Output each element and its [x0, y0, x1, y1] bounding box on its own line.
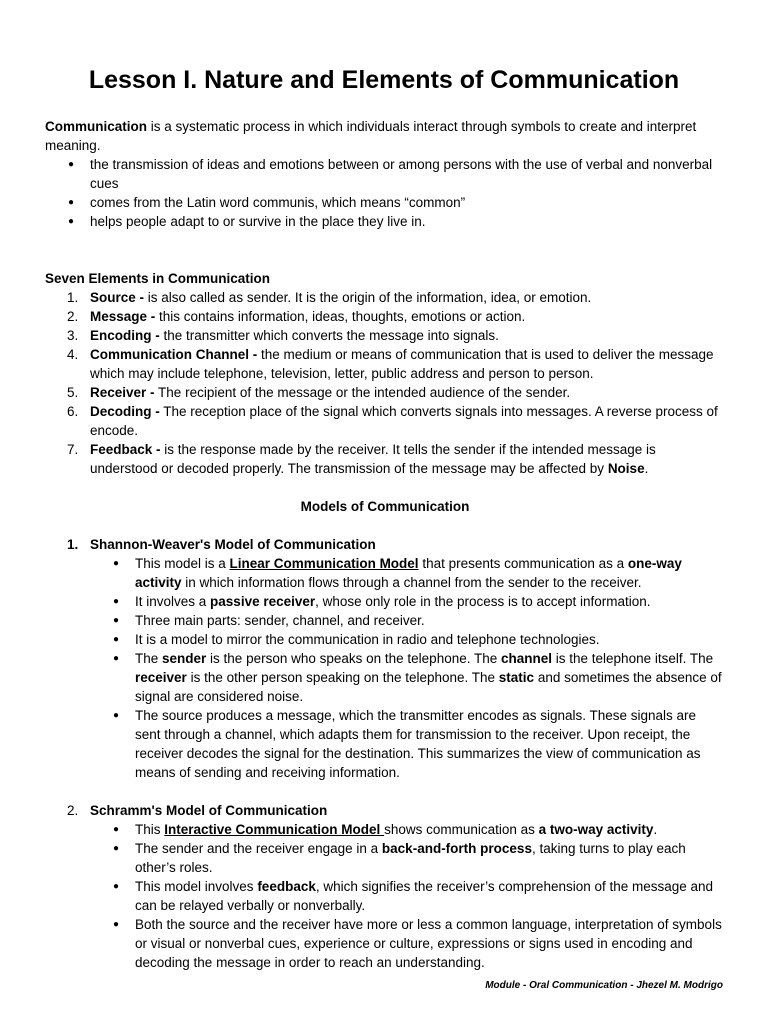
list-item — [67, 307, 725, 326]
linear-model-term: Linear Communication Model — [229, 556, 419, 571]
element-text: the transmitter which converts the message into signals. — [159, 328, 499, 343]
text: in which information flows through a channel from the sender to the receiver. — [181, 575, 642, 590]
text: , taking turns to play each other’s roles. — [135, 841, 686, 875]
bold-text: a two-way activity — [538, 822, 654, 837]
bold-text: receiver — [135, 670, 187, 685]
page-footer: Module - Oral Communication - Jhezel M. Modrigo — [485, 980, 723, 991]
model-title: Schramm's Model of Communication — [90, 803, 328, 818]
bold-text: one-way activity — [135, 556, 682, 590]
list-item — [135, 877, 725, 915]
element-text: The recipient of the message or the intended audience of the sender. — [154, 385, 571, 400]
bold-text: sender — [162, 651, 207, 666]
bold-text: feedback — [257, 879, 316, 894]
elements-heading — [45, 269, 725, 288]
list-item — [135, 839, 725, 877]
element-text-tail: . — [644, 461, 649, 476]
text: is the person who speaks on the telephone. The — [206, 651, 501, 666]
list-number: 2. — [67, 309, 79, 324]
list-item: ● helps people adapt to or survive in the place they live in. — [90, 212, 725, 231]
page-title: Lesson I. Nature and Elements of Communication — [88, 66, 680, 94]
text: It involves a — [135, 594, 211, 609]
text: , which signifies the receiver’s comprehension of the message and can be relayed verbally or nonverbally. — [135, 879, 714, 913]
elements-heading-text: Seven Elements in Communication — [45, 271, 271, 286]
list-item: ● comes from the Latin word communis, which means “common” — [90, 193, 725, 212]
model-item-schramm — [67, 801, 725, 972]
text: This model involves — [135, 879, 258, 894]
text: and sometimes the absence of signal are considered noise. — [135, 670, 722, 704]
list-item: ● The source produces a message, which the transmitter encodes as signals. These signals are sent through a channel, which adapts them for transmission to the receiver. Upon receipt, the receiver decodes the signal for the destination. This summarizes the view of communication as means of sending and receiving information. — [135, 706, 725, 782]
list-item — [67, 345, 725, 383]
list-item: ● Three main parts: sender, channel, and receiver. — [135, 611, 725, 630]
bold-text: channel — [501, 651, 553, 666]
list-number: 2. — [67, 803, 79, 818]
bold-text: back-and-forth process — [381, 841, 532, 856]
list-number: 3. — [67, 328, 79, 343]
text: , whose only role in the process is to accept information. — [315, 594, 651, 609]
models-list — [45, 535, 725, 972]
intro-term: Communication — [45, 119, 148, 134]
element-term: Receiver - — [90, 385, 155, 400]
element-text: is the response made by the receiver. It tells the sender if the intended message is understood or decoded properly. The transmission of the message may be affected by — [90, 442, 656, 476]
list-number: 5. — [67, 385, 79, 400]
list-item — [67, 383, 725, 402]
list-item — [135, 554, 725, 592]
list-item: ● the transmission of ideas and emotions between or among persons with the use of verbal and nonverbal cues — [90, 155, 725, 193]
intro-paragraph — [45, 117, 725, 155]
list-item — [135, 649, 725, 706]
list-number: 6. — [67, 404, 79, 419]
element-text: this contains information, ideas, thoughts, emotions or action. — [155, 309, 526, 324]
intro-bullet-list — [45, 155, 725, 231]
list-item: ● It is a model to mirror the communication in radio and telephone technologies. — [135, 630, 725, 649]
element-term: Encoding - — [90, 328, 160, 343]
text: This — [135, 822, 165, 837]
model-bullet-list — [90, 820, 725, 972]
list-item — [67, 440, 725, 478]
list-item — [67, 326, 725, 345]
text: The sender and the receiver engage in a — [135, 841, 382, 856]
element-text: The reception place of the signal which converts signals into messages. A reverse process of encode. — [90, 404, 718, 438]
text: . — [653, 822, 658, 837]
text: that presents communication as a — [418, 556, 628, 571]
element-term: Decoding - — [90, 404, 160, 419]
intro-definition: is a systematic process in which individuals interact through symbols to create and interpret meaning. — [45, 119, 697, 153]
list-item — [135, 592, 725, 611]
bold-text: passive receiver — [210, 594, 316, 609]
models-heading: Models of Communication — [300, 499, 470, 514]
element-term: Message - — [90, 309, 156, 324]
list-number: 7. — [67, 442, 79, 457]
text: The — [135, 651, 163, 666]
element-term: Feedback - — [90, 442, 161, 457]
elements-list — [45, 288, 725, 478]
model-bullet-list — [90, 554, 725, 782]
text: shows communication as — [384, 822, 539, 837]
element-text-bold: Noise — [607, 461, 645, 476]
bold-text: static — [498, 670, 535, 685]
text: is the telephone itself. The — [552, 651, 714, 666]
model-item-shannon-weaver — [67, 535, 725, 782]
list-number: 1. — [67, 290, 79, 305]
text: This model is a — [135, 556, 230, 571]
list-number: 4. — [67, 347, 79, 362]
list-item — [67, 288, 725, 307]
element-text: the medium or means of communication that is used to deliver the message which may include telephone, television, letter, public address and person to person. — [90, 347, 714, 381]
document-body — [45, 117, 725, 972]
list-item — [135, 820, 725, 839]
list-item — [67, 402, 725, 440]
list-number: 1. — [67, 537, 79, 552]
element-term: Source - — [90, 290, 145, 305]
interactive-model-term: Interactive Communication Model — [164, 822, 385, 837]
model-title: Shannon-Weaver's Model of Communication — [90, 537, 376, 552]
element-term: Communication Channel - — [90, 347, 258, 362]
text: is the other person speaking on the telephone. The — [186, 670, 499, 685]
list-item: ● Both the source and the receiver have more or less a common language, interpretation of symbols or visual or nonverbal cues, experience or culture, expressions or signs used in encoding and decoding the message in order to reach an understanding. — [135, 915, 725, 972]
element-text: is also called as sender. It is the origin of the information, idea, or emotion. — [144, 290, 592, 305]
